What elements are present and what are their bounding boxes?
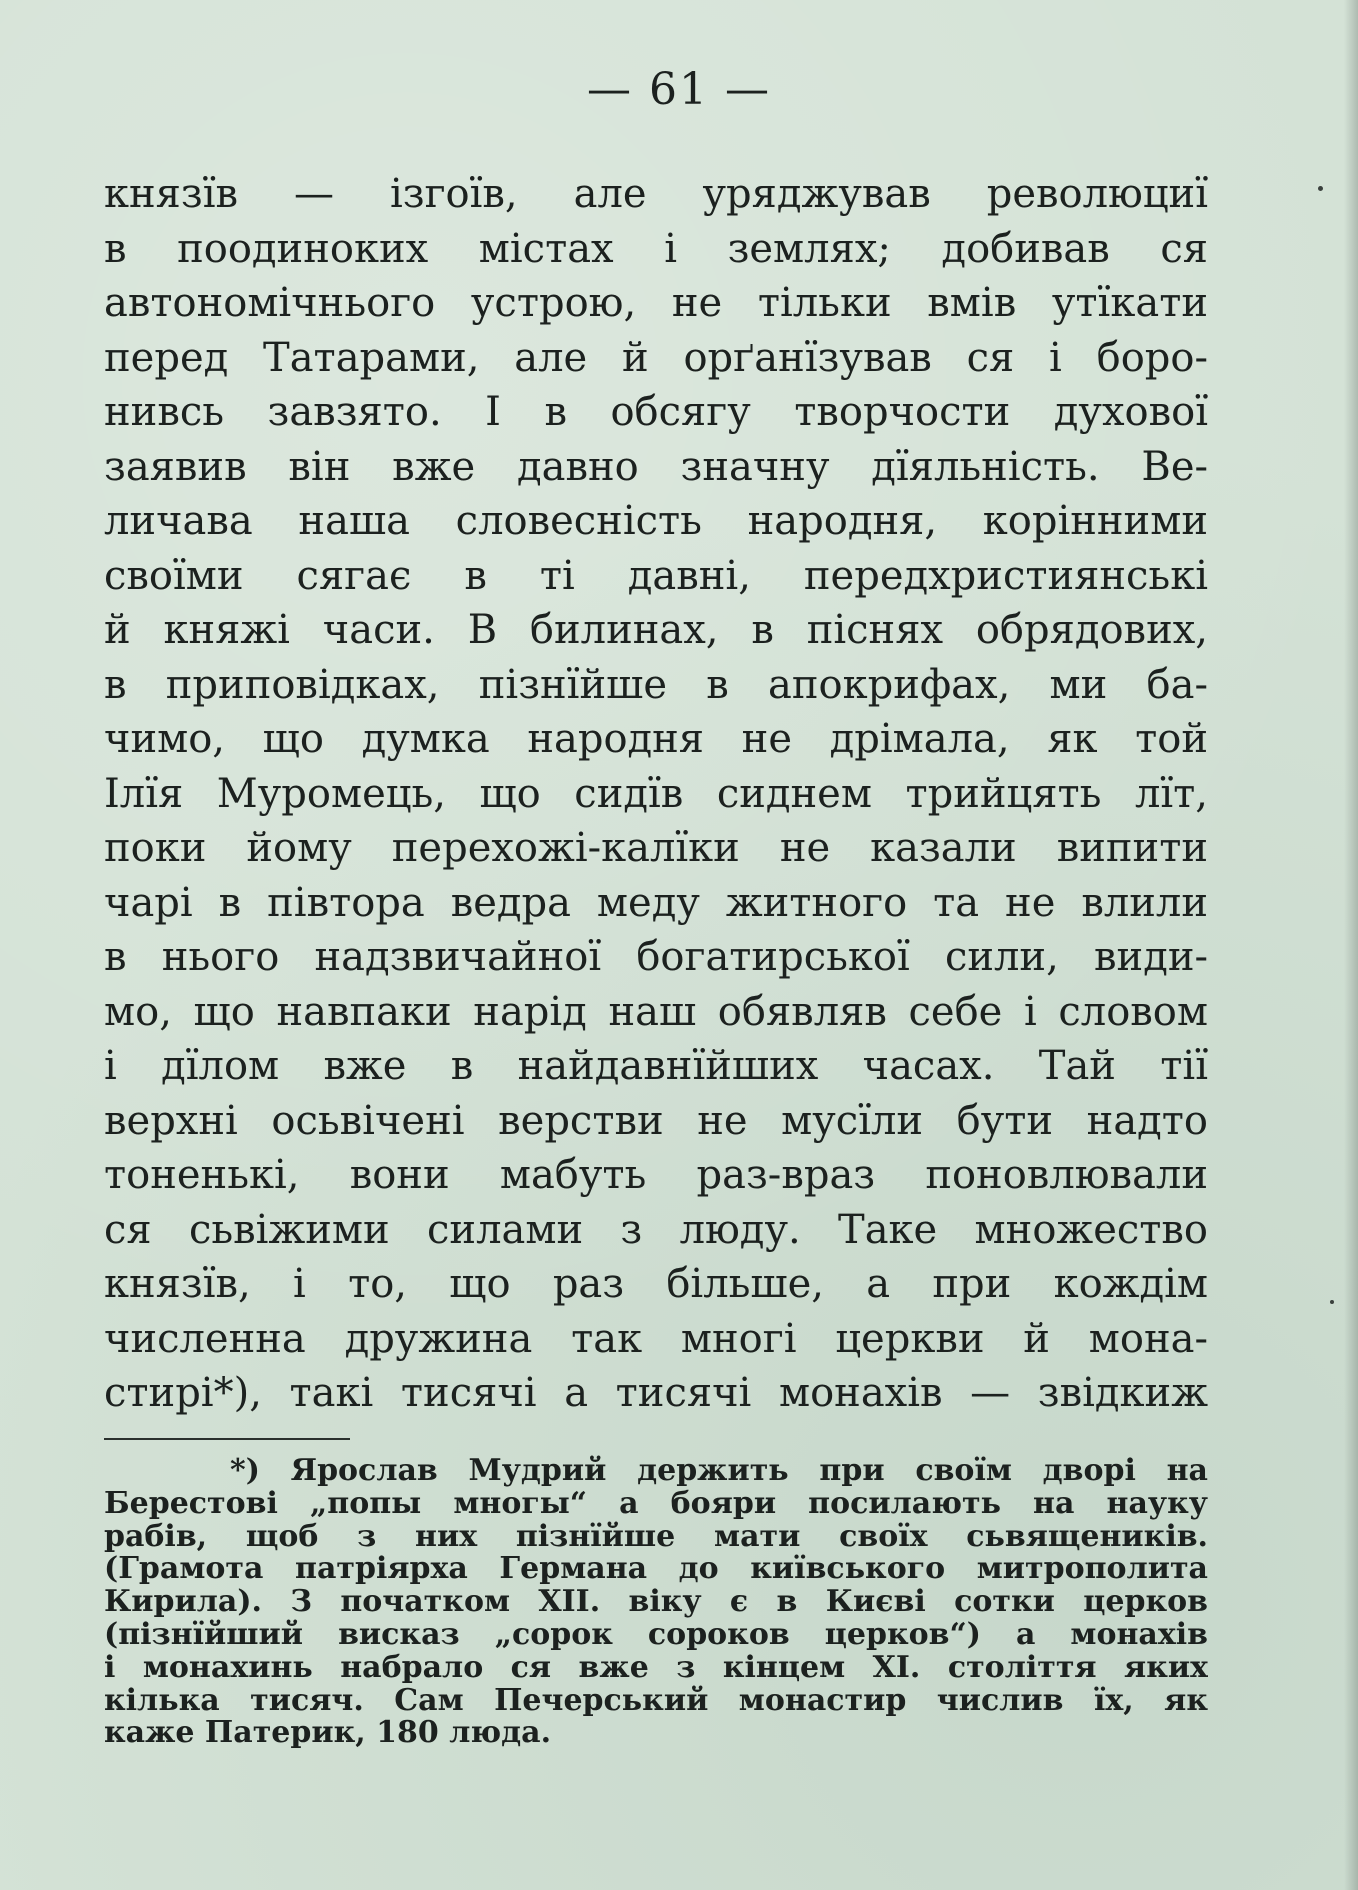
text-line: своїми сягає в ті давні, передхристиянські: [104, 552, 1208, 599]
paper-speck: [1318, 186, 1323, 191]
footnote-line: Кирила). З початком XII. віку є в Києві сотки церков: [104, 1586, 1208, 1619]
footnote-separator: [104, 1438, 350, 1440]
footnote: [104, 1455, 1208, 1750]
footnote-line: Берестові „попы многы“ а бояри посилають на науку: [104, 1487, 1208, 1521]
text-line: чарі в півтора ведра меду житного та не влили: [104, 879, 1208, 926]
footnote-line: (Грамота патріярха Германа до київського митрополита: [104, 1553, 1208, 1587]
text-line: тоненькі, вони мабуть раз-враз поновлювали: [104, 1152, 1208, 1198]
footnote-line: рабів, щоб з них пізнїйше мати своїх сьвящеників.: [104, 1520, 1208, 1554]
text-line: нивсь завзято. І в обсягу творчости духової: [104, 389, 1208, 435]
text-line: верхні осьвічені верстви не мусїли бути надто: [104, 1097, 1208, 1144]
paper-speck: [1330, 1300, 1334, 1304]
page-edge-shadow: [1344, 0, 1358, 1890]
text-line: чимо, що думка народня не дрімала, як той: [104, 716, 1208, 762]
text-line: личава наша словесність народня, корінними: [104, 498, 1208, 544]
page-number: — 61 —: [587, 64, 771, 115]
text-line: ся сьвіжими силами з люду. Таке множество: [104, 1206, 1208, 1253]
text-line: мо, що навпаки нарід наш обявляв себе і словом: [104, 988, 1208, 1035]
text-line: князїв — ізгоїв, але уряджував революциї: [104, 171, 1208, 217]
footnote-line: каже Патерик, 180 люда.: [104, 1717, 552, 1751]
text-line: перед Татарами, але й орґанїзував ся і боро-: [104, 334, 1208, 381]
text-line: в поодиноких містах і землях; добивав ся: [104, 225, 1208, 272]
text-line: численна дружина так многі церкви й мона-: [104, 1315, 1208, 1362]
text-line: в нього надзвичайної богатирської сили, види-: [104, 934, 1208, 980]
text-line: й княжі часи. В билинах, в піснях обрядових,: [104, 607, 1208, 653]
text-line: в приповідках, пізнїйше в апокрифах, ми ба-: [104, 661, 1208, 708]
body-text: [104, 167, 1208, 1421]
text-line: князїв, і то, що раз більше, а при кождім: [104, 1261, 1208, 1307]
footnote-line: кілька тисяч. Сам Печерський монастир числив їх, як: [104, 1684, 1208, 1718]
text-line: заявив він вже давно значну дїяльність. Ве-: [104, 443, 1208, 490]
footnote-line: і монахинь набрало ся вже з кінцем XI. століття яких: [104, 1651, 1208, 1685]
footnote-line: *) Ярослав Мудрий держить при своїм дворі на: [230, 1455, 1208, 1488]
text-line: поки йому перехожі-калїки не казали випити: [104, 825, 1208, 871]
text-line: автономічнього устрою, не тільки вмів утїкати: [104, 280, 1208, 326]
text-line: Ілїя Муромець, що сидїв сиднем трийцять лїт,: [104, 770, 1208, 817]
text-line: і дїлом вже в найдавнїйших часах. Тай тії: [104, 1043, 1208, 1089]
text-line: стирі*), такі тисячі а тисячі монахів — звідкиж: [104, 1370, 1208, 1416]
footnote-line: (пізнїйший висказ „сорок сороков церков“) а монахів: [104, 1618, 1208, 1652]
